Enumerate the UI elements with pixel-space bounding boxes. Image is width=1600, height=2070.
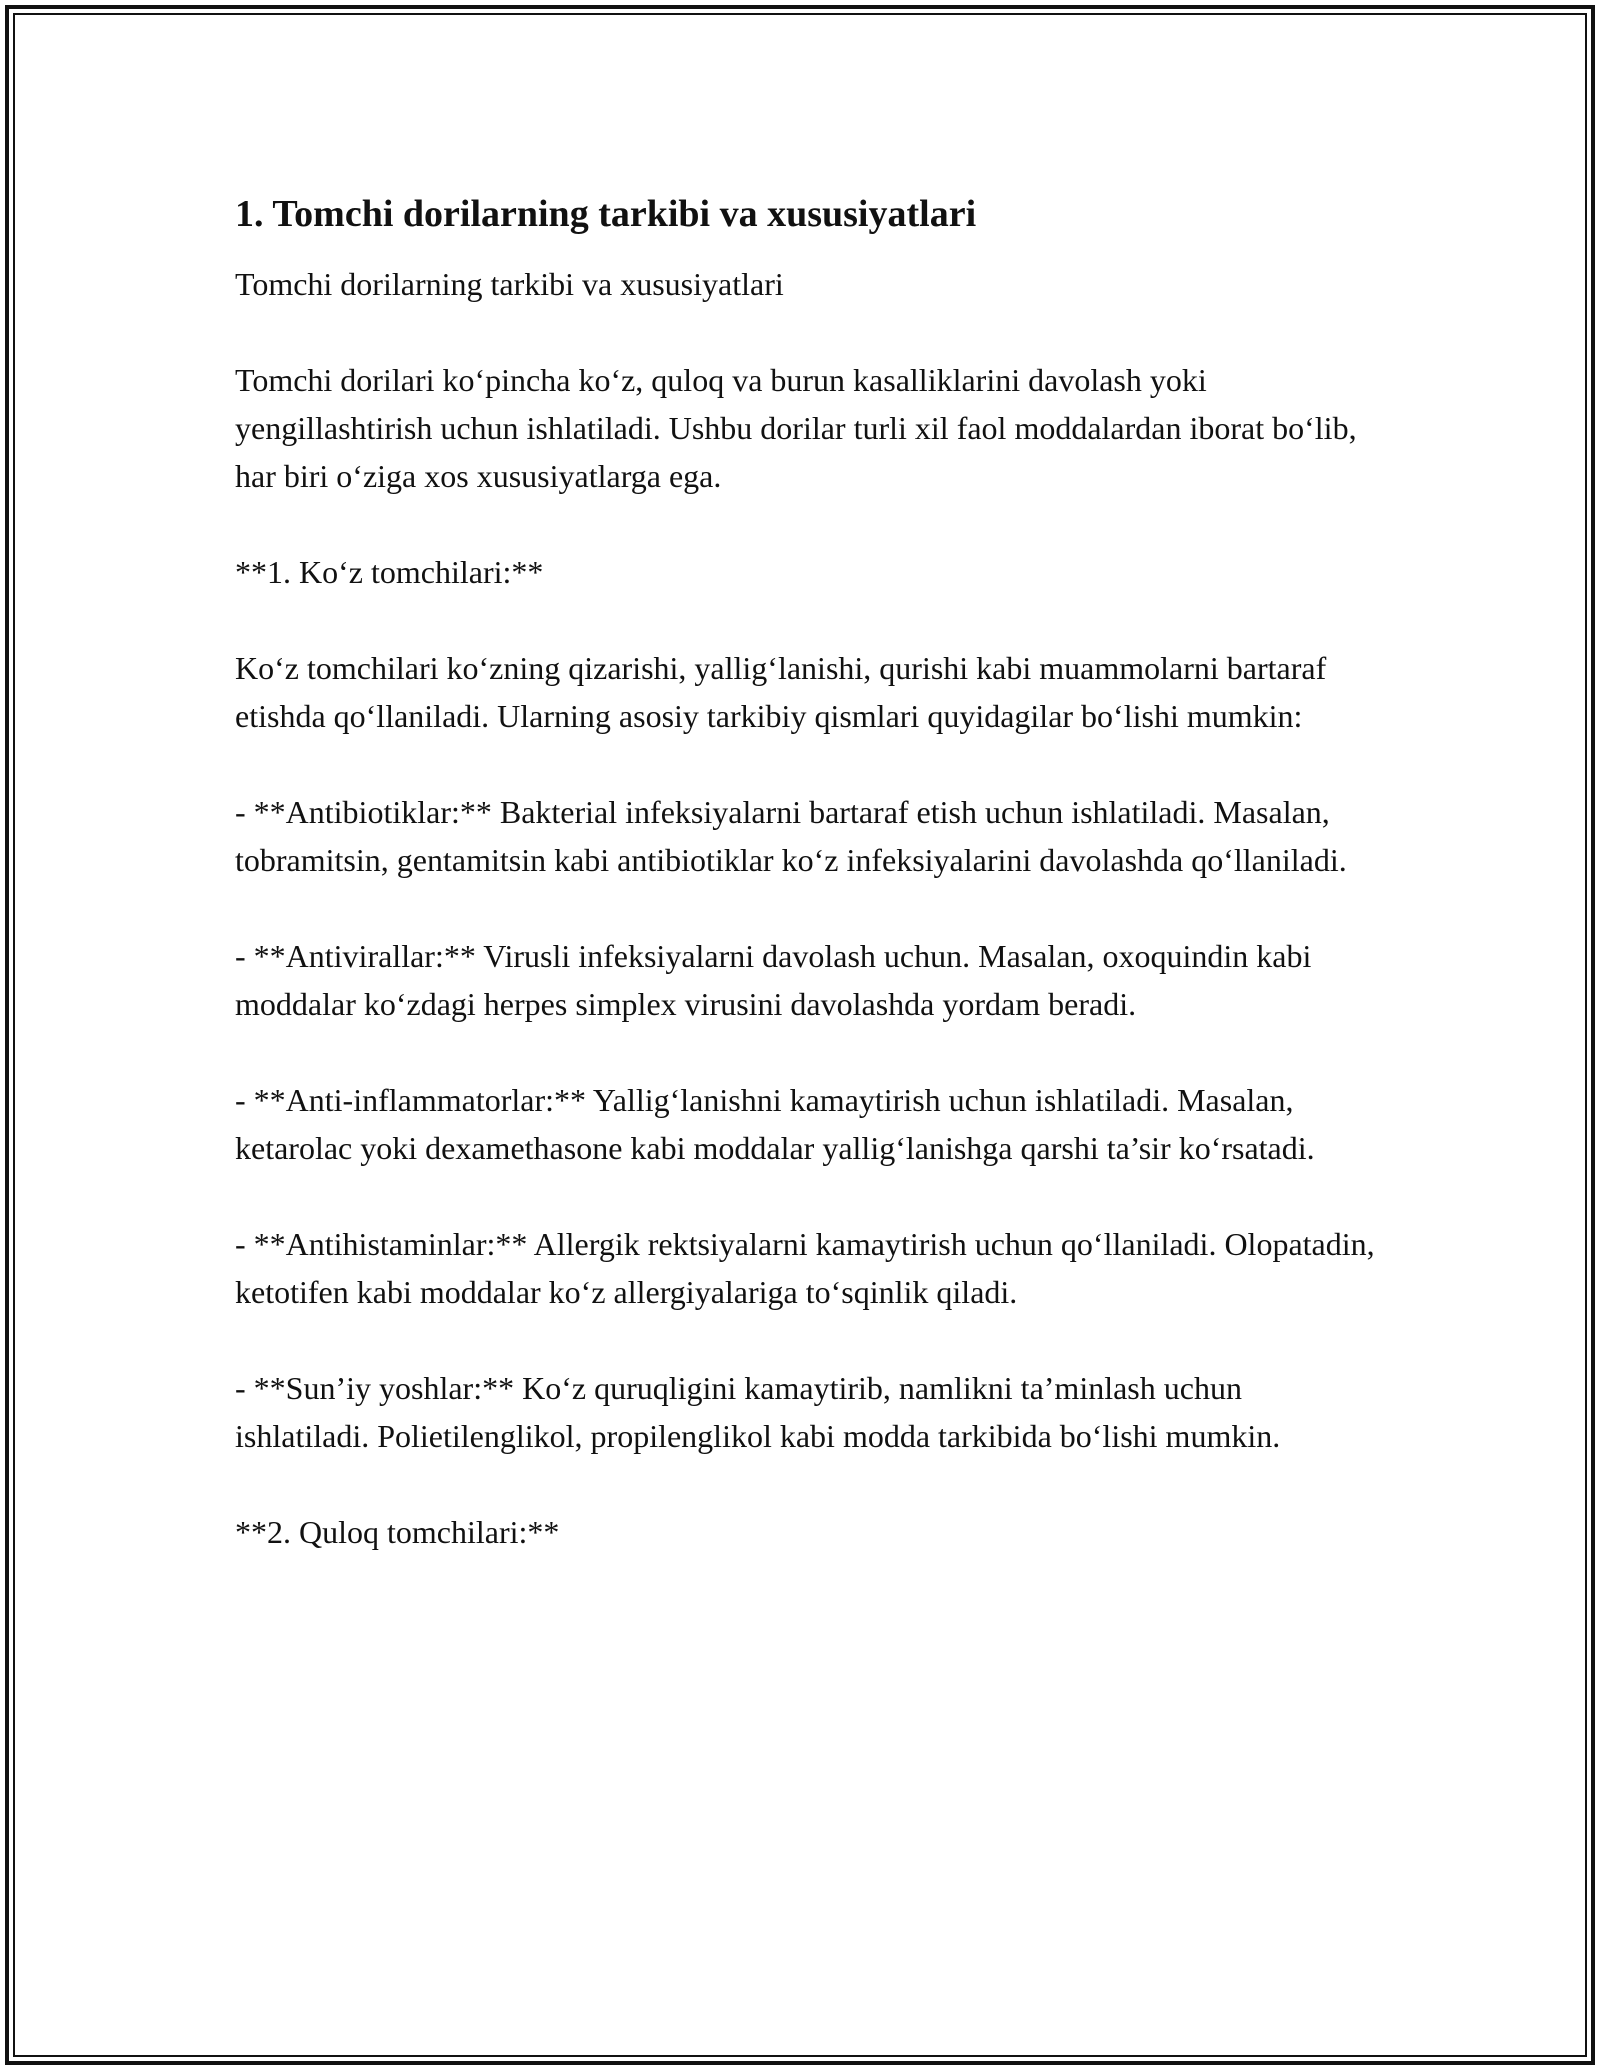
document-title: 1. Tomchi dorilarning tarkibi va xususiyatlari: [235, 193, 977, 235]
list-item-antivirals: - **Antivirallar:** Virusli infeksiyalarni davolash uchun. Masalan, oxoquindin kabi moddalar ko‘zdagi herpes simplex virusini davolashda yordam beradi.: [235, 938, 1312, 1022]
intro-paragraph: Tomchi dorilari ko‘pincha ko‘z, quloq va burun kasalliklarini davolash yoki yengillashtirish uchun ishlatiladi. Ushbu dorilar turli xil faol moddalardan iborat bo‘lib, har biri o‘ziga xos xususiyatlarga ega.: [235, 362, 1357, 494]
list-item-artificial-tears: - **Sun’iy yoshlar:** Ko‘z quruqligini kamaytirib, namlikni ta’minlash uchun ishlatiladi. Polietilenglikol, propilenglikol kabi modda tarkibida bo‘lishi mumkin.: [235, 1370, 1281, 1454]
document-subtitle: Tomchi dorilarning tarkibi va xususiyatlari: [235, 266, 784, 302]
document-body: [235, 190, 1375, 1604]
list-item-antihistamines: - **Antihistaminlar:** Allergik rektsiyalarni kamaytirish uchun qo‘llaniladi. Olopatadin, ketotifen kabi moddalar ko‘z allergiyalariga to‘sqinlik qiladi.: [235, 1226, 1375, 1310]
section-heading-eye-drops: **1. Ko‘z tomchilari:**: [235, 554, 544, 590]
section-heading-ear-drops: **2. Quloq tomchilari:**: [235, 1514, 560, 1550]
list-item-antibiotics: - **Antibiotiklar:** Bakterial infeksiyalarni bartaraf etish uchun ishlatiladi. Masalan, tobramitsin, gentamitsin kabi antibiotiklar ko‘z infeksiyalarini davolashda qo‘llaniladi.: [235, 794, 1347, 878]
section-intro-eye-drops: Ko‘z tomchilari ko‘zning qizarishi, yallig‘lanishi, qurishi kabi muammolarni bartaraf etishda qo‘llaniladi. Ularning asosiy tarkibiy qismlari quyidagilar bo‘lishi mumkin:: [235, 650, 1327, 734]
list-item-anti-inflammatories: - **Anti-inflammatorlar:** Yallig‘lanishni kamaytirish uchun ishlatiladi. Masalan, ketarolac yoki dexamethasone kabi moddalar yallig‘lanishga qarshi ta’sir ko‘rsatadi.: [235, 1082, 1315, 1166]
